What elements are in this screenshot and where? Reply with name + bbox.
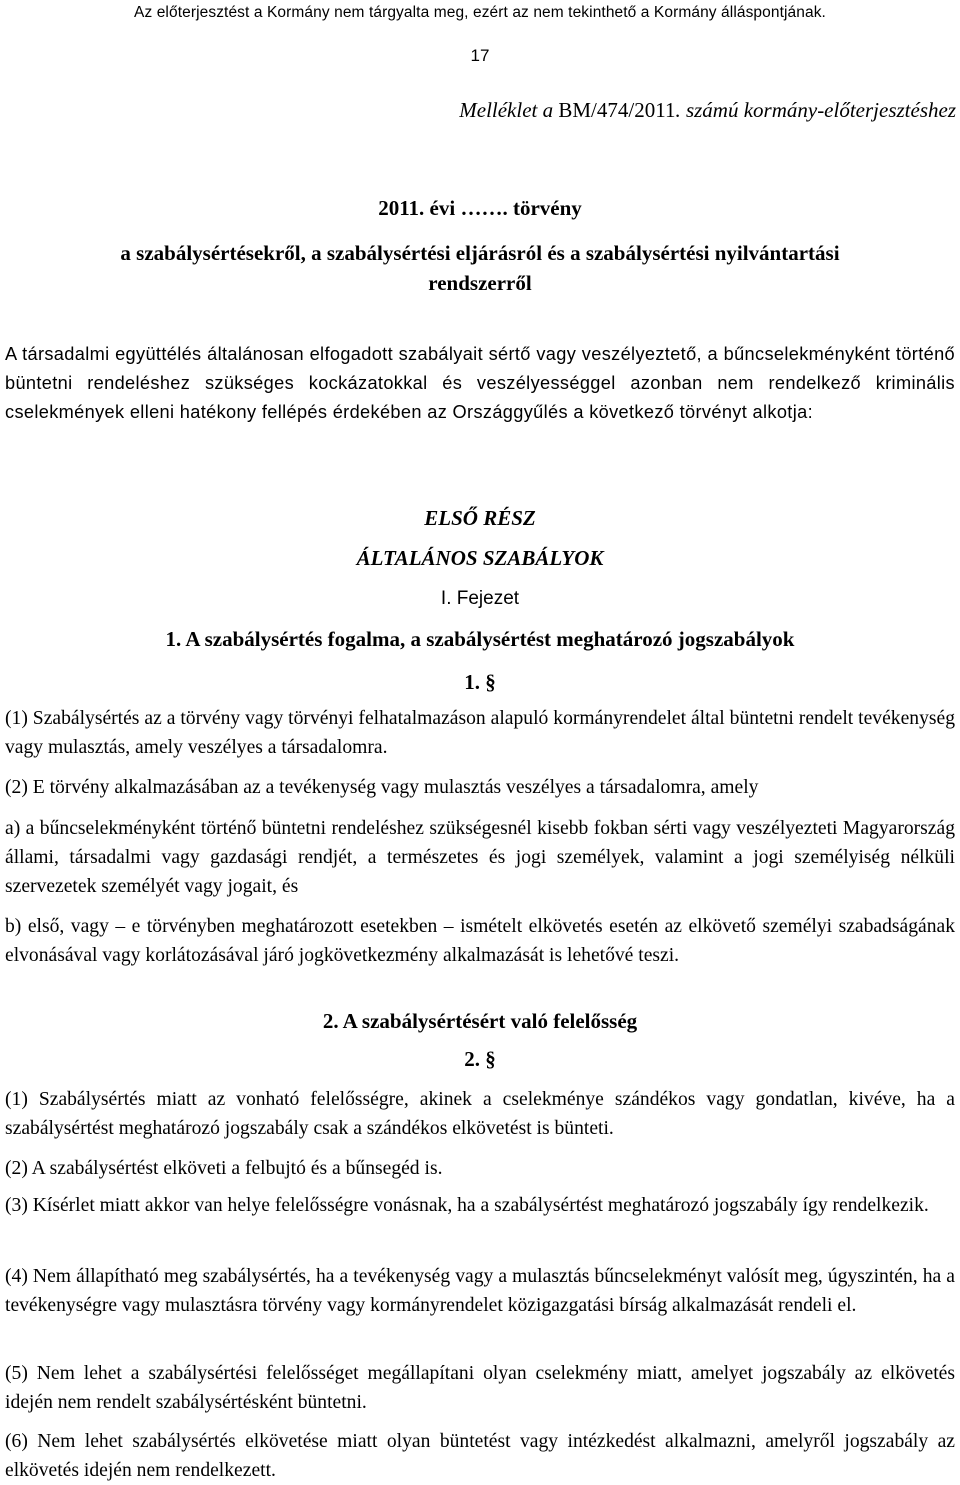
annex-reference <box>459 98 956 123</box>
subsection-text: (6) Nem lehet szabálysértés elkövetése miatt olyan büntetést vagy intézkedést alkalmazni, amelyről jogszabály az elkövetés idején nem rendelkezett. <box>5 1431 955 1481</box>
subsection-text: (1) Szabálysértés miatt az vonható felelősségre, akinek a cselekménye szándékos vagy gondatlan, kivéve, ha a szabálysértést meghatározó jogszabály csak a szándékos elkövetést is bünteti. <box>5 1089 955 1139</box>
law-subtitle-line-2: rendszerről <box>428 271 532 295</box>
part-heading: ELSŐ RÉSZ <box>424 506 536 530</box>
subsection-text: (2) A szabálysértést elköveti a felbujtó és a bűnsegéd is. <box>5 1158 443 1179</box>
header-disclaimer: Az előterjesztést a Kormány nem tárgyalta meg, ezért az nem tekinthető a Kormány álláspontjának. <box>134 4 826 21</box>
subsection-text: (2) E törvény alkalmazásában az a tevékenység vagy mulasztás veszélyes a társadalomra, amely <box>5 777 759 798</box>
section-title: 2. A szabálysértésért való felelősség <box>322 1009 638 1033</box>
law-subtitle-line-1: a szabálysértésekről, a szabálysértési eljárásról és a szabálysértési nyilvántartási <box>120 241 840 265</box>
section-title: 1. A szabálysértés fogalma, a szabálysértést meghatározó jogszabályok <box>165 627 795 651</box>
point-text: b) első, vagy – e törvényben meghatározott esetekben – ismételt elkövetés esetén az elkövető személyi szabadságának elvonásával vagy korlátozásával járó jogkövetkezmény alkalmazását is lehetővé teszi. <box>5 916 955 966</box>
point-text: a) a bűncselekményként történő büntetni rendeléshez szükségesnél kisebb fokban sérti vagy veszélyezteti Magyarország állami, társadalmi vagy gazdasági rendjét, a természetes és jogi személyek, valamint a jogi személyiség nélküli szervezetek személyét vagy jogait, és <box>5 818 955 897</box>
preamble: A társadalmi együttélés általánosan elfogadott szabályait sértő vagy veszélyeztető, a bűncselekményként történő büntetni rendeléshez szükséges kockázatokkal és veszélyességgel azonban nem rendelkező kriminális cselekmények elleni hatékony fellépés érdekében az Országgyűlés a következő törvényt alkotja: <box>5 344 955 422</box>
law-subtitle <box>0 238 960 298</box>
paragraph-number: 2. § <box>464 1047 496 1071</box>
subsection-text: (3) Kísérlet miatt akkor van helye felelősségre vonásnak, ha a szabálysértést meghatározó jogszabály így rendelkezik. <box>5 1195 929 1216</box>
annex-ref-number: BM/474/2011 <box>558 98 676 122</box>
annex-suffix: . számú kormány-előterjesztéshez <box>675 98 956 122</box>
law-title: 2011. évi ……. törvény <box>378 196 582 220</box>
subsection-text: (1) Szabálysértés az a törvény vagy törvényi felhatalmazáson alapuló kormányrendelet által büntetni rendelt tevékenység vagy mulasztás, amely veszélyes a társadalomra. <box>5 708 955 758</box>
paragraph-number: 1. § <box>464 670 496 694</box>
chapter-heading: I. Fejezet <box>440 588 520 609</box>
page-number: 17 <box>470 46 490 65</box>
annex-prefix: Melléklet a <box>459 98 559 122</box>
subsection-text: (5) Nem lehet a szabálysértési felelősséget megállapítani olyan cselekmény miatt, amelyet jogszabály az elkövetés idején nem rendelt szabálysértésként büntetni. <box>5 1363 955 1413</box>
subsection-text: (4) Nem állapítható meg szabálysértés, ha a tevékenység vagy a mulasztás bűncselekményt valósít meg, úgyszintén, ha a tevékenységre vagy mulasztásra törvény vagy kormányrendelet közigazgatási bírság alkalmazását rendeli el. <box>5 1266 955 1316</box>
part-title: ÁLTALÁNOS SZABÁLYOK <box>356 546 604 570</box>
